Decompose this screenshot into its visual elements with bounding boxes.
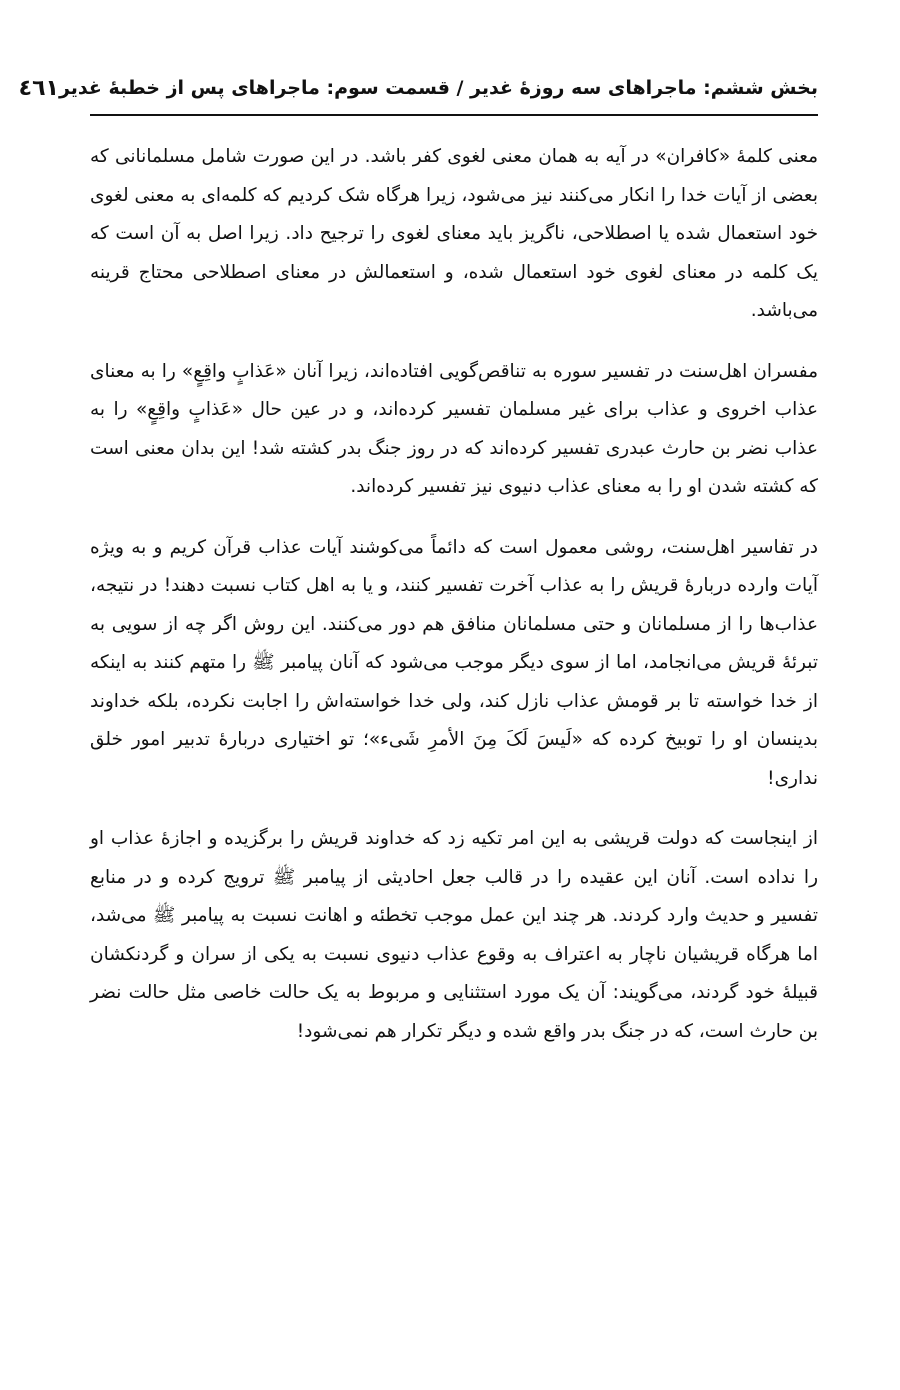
paragraph-4: از اینجاست که دولت قریشی به این امر تکیه زد که خداوند قریش را برگزیده و اجازهٔ عذاب او را نداده است. آنان این عقیده را در قالب جعل احادیثی از پیامبر ﷺ ترویج کرده و در منابع تفسیر و حدیث وارد کردند. هر چند این عمل موجب تخطئه و اهانت نسبت به پیامبر ﷺ می‌شد، اما هرگاه قریشیان ناچار به اعتراف به وقوع عذاب دنیوی نسبت به یکی از سران و گردنکشان قبیلهٔ خود گردند، می‌گویند: آن یک مورد استثنایی و مربوط به یک حالت خاصی مثل حالت نضر بن حارث است، که در جنگ بدر واقع شده و دیگر تکرار هم نمی‌شود! (90, 828, 818, 1042)
page-header (18, 62, 818, 116)
page-number: ٤٦١ (18, 75, 59, 101)
paragraph-3: در تفاسیر اهل‌سنت، روشی معمول است که دائماً می‌کوشند آیات عذاب قرآن کریم و به ویژه آیات وارده دربارهٔ قریش را به عذاب آخرت تفسیر کنند، و یا به اهل کتاب نسبت دهند! در نتیجه، عذاب‌ها را از مسلمانان و حتی مسلمانان منافق هم دور می‌کنند. این روش اگر چه از سویی به تبرئهٔ قریش می‌انجامد، اما از سوی دیگر موجب می‌شود که آنان پیامبر ﷺ را متهم کنند به اینکه از خدا خواسته تا بر قومش عذاب نازل کند، ولی خدا خواسته‌اش را اجابت نکرده، بلکه خداوند بدینسان او را توبیخ کرده که «لَیسَ لَکَ مِنَ الأمرِ شَیء»؛ تو اختیاری دربارهٔ تدبیر امور خلق نداری! (90, 536, 818, 789)
book-page (18, 62, 818, 1073)
paragraph-2: مفسران اهل‌سنت در تفسیر سوره به تناقص‌گویی افتاده‌اند، زیرا آنان «عَذابٍ واقِعٍ» را به معنای عذاب اخروی و عذاب برای غیر مسلمان تفسیر کرده‌اند، و در عین حال «عَذابٍ واقِعٍ» را به عذاب نضر بن حارث عبدری تفسیر کرده‌اند که در روز جنگ بدر کشته شد! این بدان معنی است که کشته شدن او را به معنای عذاب دنیوی نیز تفسیر کرده‌اند. (90, 360, 818, 497)
paragraph-1: معنی کلمهٔ «کافران» در آیه به همان معنی لغوی کفر باشد. در این صورت شامل مسلمانانی که بعضی از آیات خدا را انکار می‌کنند نیز می‌شود، زیرا هرگاه شک کردیم که کلمه‌ای به معنی لغوی خود استعمال شده یا اصطلاحی، ناگریز باید معنای لغوی را ترجیح داد. زیرا اصل به آن است که یک کلمه در معنای لغوی خود استعمال شده، و استعمالش در معنای اصطلاحی محتاج قرینه می‌باشد. (90, 146, 818, 321)
page-body (90, 138, 818, 1051)
running-head: بخش ششم: ماجراهای سه روزهٔ غدیر / قسمت سوم: ماجراهای پس از خطبهٔ غدیر (58, 77, 818, 99)
